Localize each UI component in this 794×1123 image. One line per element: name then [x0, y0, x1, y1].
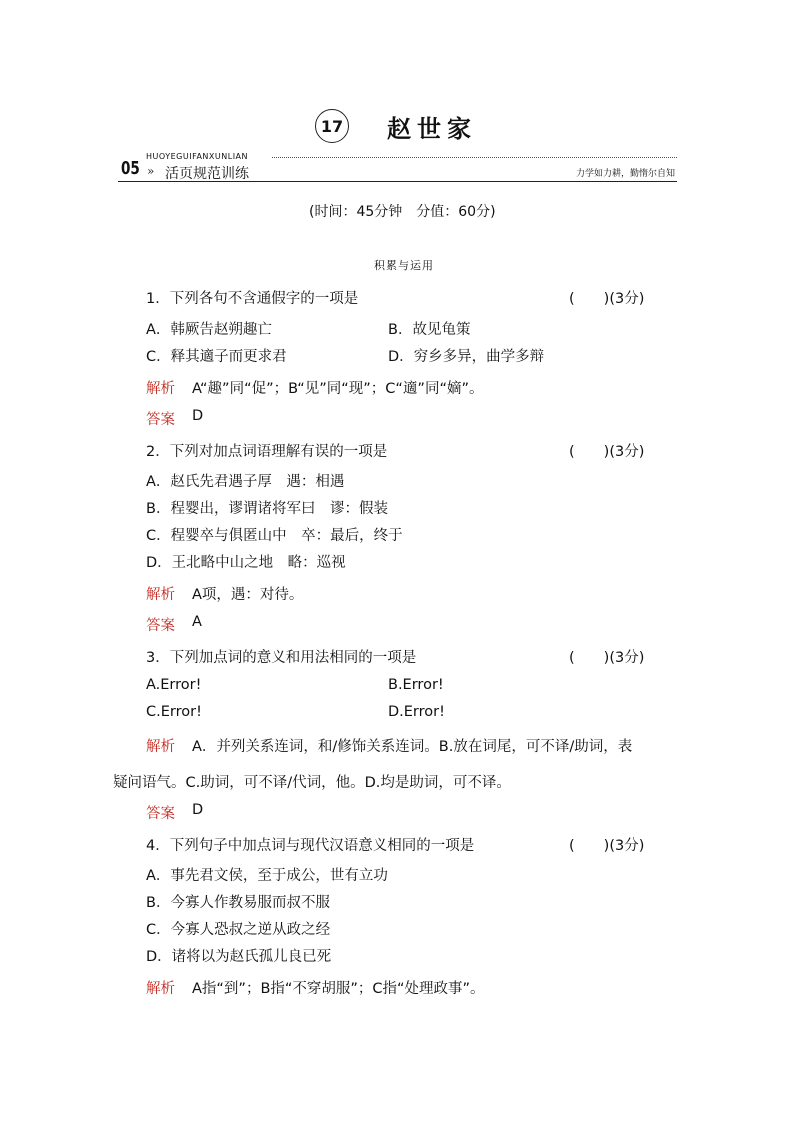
analysis-label: 解析	[146, 587, 175, 603]
option: A.Error!	[146, 677, 202, 693]
option: B．故见龟策	[388, 322, 471, 338]
option: B．今寡人作教易服而叔不服	[146, 895, 330, 911]
answer-value: D	[192, 802, 204, 818]
option: A．韩厥告赵朔趣亡	[146, 322, 272, 338]
answer-label: 答案	[146, 806, 175, 822]
analysis-text-continued: 疑问语气。C.助词，可不译/代词，他。D.均是助词，可不译。	[113, 775, 511, 791]
motto: 力学如力耕，勤惰尔自知	[575, 169, 675, 179]
analysis-text: A指“到”；B指“不穿胡服”；C指“处理政事”。	[192, 981, 485, 997]
section-number: 05	[121, 158, 140, 179]
option: A．赵氏先君遇子厚 遇：相遇	[146, 474, 345, 490]
question-score: ( )(3分)	[569, 650, 645, 666]
option: C．今寡人恐叔之逆从政之经	[146, 922, 331, 938]
section-label: 活页规范训练	[165, 166, 249, 182]
option: C．程婴卒与俱匿山中 卒：最后，终于	[146, 528, 403, 544]
lesson-number-badge: 17	[315, 109, 349, 143]
analysis-label: 解析	[146, 981, 175, 997]
question-stem: 3．下列加点词的意义和用法相同的一项是	[146, 650, 417, 666]
question-stem: 1．下列各句不含通假字的一项是	[146, 291, 359, 307]
analysis-label: 解析	[146, 381, 175, 397]
answer-value: D	[192, 408, 204, 424]
analysis-label: 解析	[146, 739, 175, 755]
question-score: ( )(3分)	[569, 444, 645, 460]
subsection-title: 积累与运用	[374, 259, 434, 272]
chevron-icon: »	[147, 164, 155, 178]
question-score: ( )(3分)	[569, 291, 645, 307]
section-pinyin: HUOYEGUIFANXUNLIAN	[146, 152, 249, 161]
option: D.Error!	[388, 704, 445, 720]
option: B．程婴出，谬谓诸将军曰 谬：假装	[146, 501, 388, 517]
option: B.Error!	[388, 677, 444, 693]
analysis-text: A．并列关系连词，和/修饰关系连词。B.放在词尾，可不译/助词，表	[192, 739, 633, 755]
option: A．事先君文侯，至于成公，世有立功	[146, 868, 388, 884]
dotted-divider	[272, 157, 677, 158]
answer-label: 答案	[146, 618, 175, 634]
answer-label: 答案	[146, 412, 175, 428]
option: D．王北略中山之地 略：巡视	[146, 555, 346, 571]
time-info: (时间：45分钟 分值：60分)	[309, 204, 496, 220]
answer-value: A	[192, 614, 202, 630]
analysis-text: A项，遇：对待。	[192, 587, 304, 603]
lesson-title-block	[315, 108, 477, 144]
question-stem: 4．下列句子中加点词与现代汉语意义相同的一项是	[146, 838, 475, 854]
question-stem: 2．下列对加点词语理解有误的一项是	[146, 444, 388, 460]
header-rule	[118, 181, 677, 182]
option: C.Error!	[146, 704, 202, 720]
option: D．诸将以为赵氏孤儿良已死	[146, 949, 332, 965]
analysis-text: A“趣”同“促”；B“见”同“现”；C“適”同“嫡”。	[192, 381, 484, 397]
question-score: ( )(3分)	[569, 838, 645, 854]
option: C．释其適子而更求君	[146, 349, 287, 365]
lesson-title: 赵世家	[387, 113, 477, 143]
option: D．穷乡多异，曲学多辩	[388, 349, 545, 365]
